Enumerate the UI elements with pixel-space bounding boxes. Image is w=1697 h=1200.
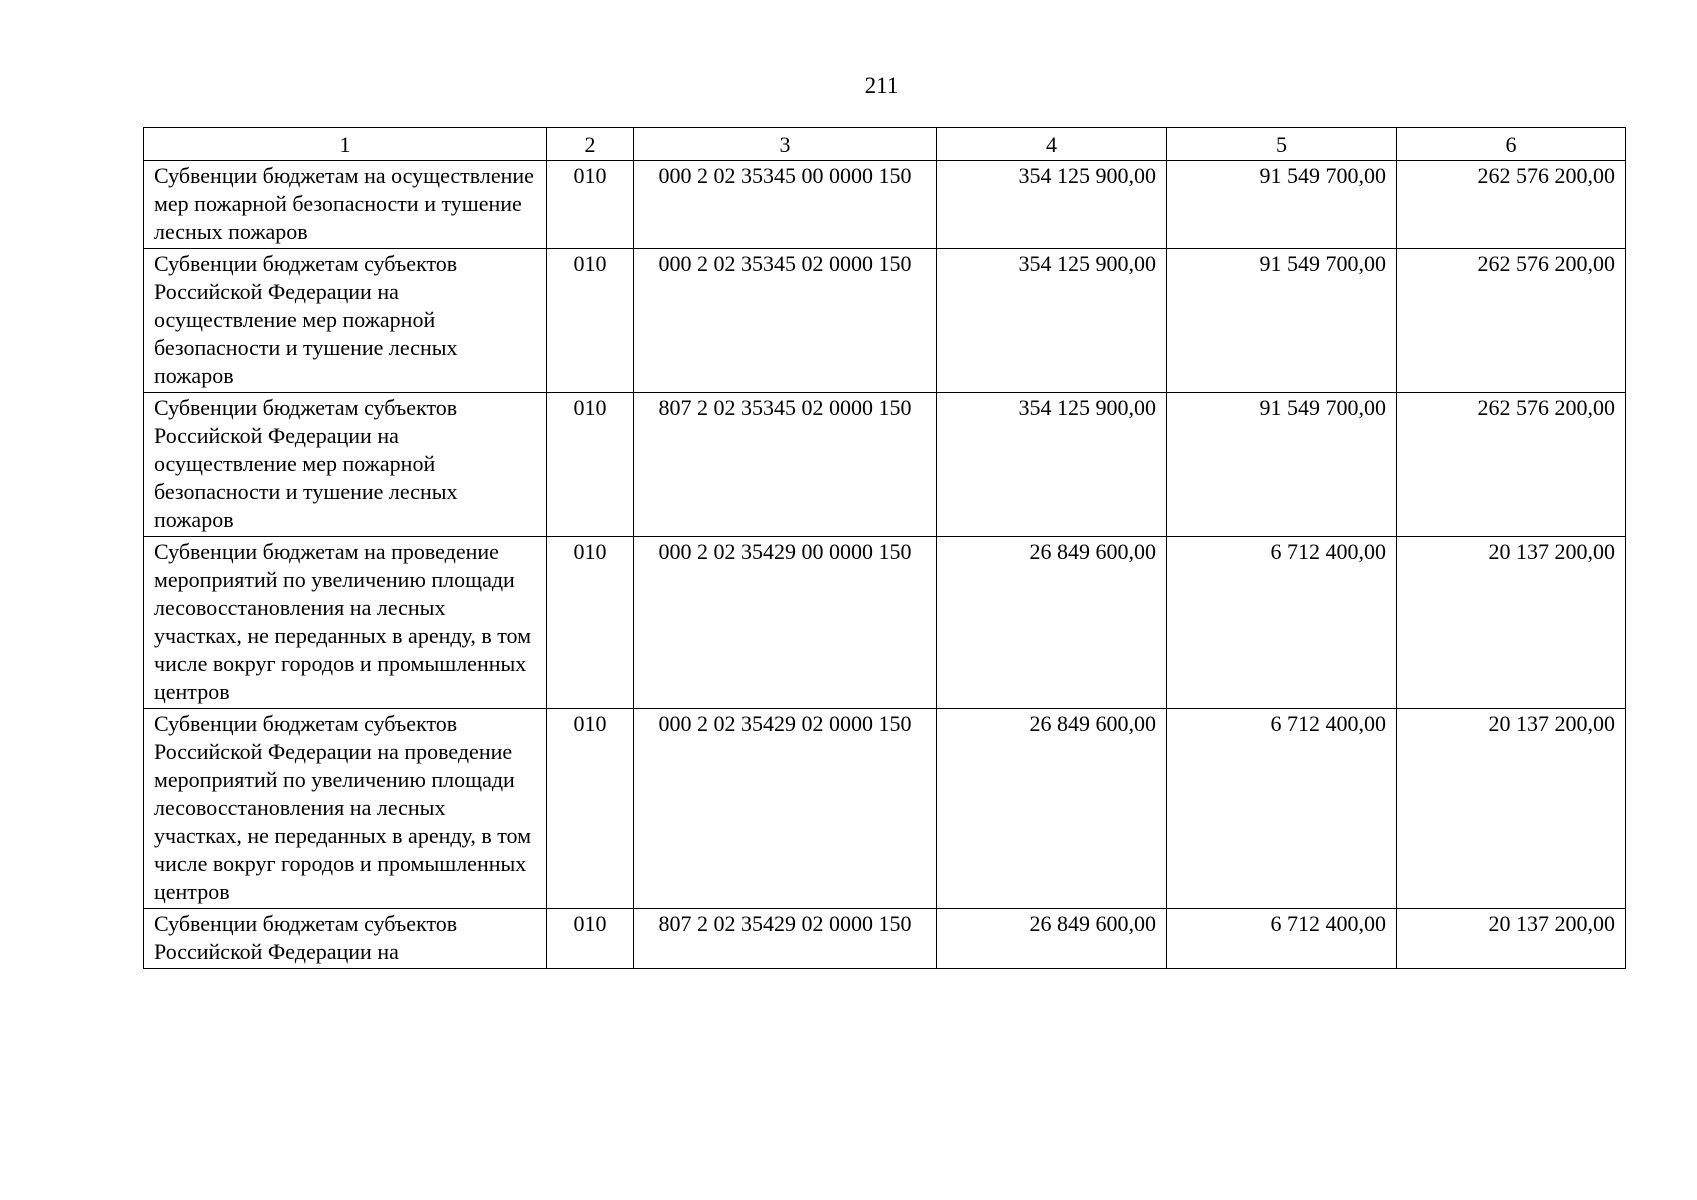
header-col-6: 6 <box>1397 128 1626 161</box>
row-col6: 20 137 200,00 <box>1397 709 1626 909</box>
row-admin-code: 010 <box>547 393 634 537</box>
row-kbk: 000 2 02 35345 00 0000 150 <box>634 161 937 249</box>
table-row <box>144 909 1626 969</box>
row-col5: 6 712 400,00 <box>1167 537 1397 709</box>
header-row <box>144 128 1626 161</box>
table-row <box>144 393 1626 537</box>
header-col-3: 3 <box>634 128 937 161</box>
row-col6: 262 576 200,00 <box>1397 249 1626 393</box>
row-admin-code: 010 <box>547 537 634 709</box>
row-name: Субвенции бюджетам на проведение мероприятий по увеличению площади лесовосстановления на лесных участках, не переданных в аренду, в том числе вокруг городов и промышленных центров <box>144 537 547 709</box>
row-name: Субвенции бюджетам субъектов Российской Федерации на проведение мероприятий по увеличению площади лесовосстановления на лесных участках, не переданных в аренду, в том числе вокруг городов и промышленных центров <box>144 709 547 909</box>
row-col4: 26 849 600,00 <box>937 537 1167 709</box>
row-col6: 262 576 200,00 <box>1397 393 1626 537</box>
row-col5: 6 712 400,00 <box>1167 709 1397 909</box>
row-kbk: 000 2 02 35345 02 0000 150 <box>634 249 937 393</box>
row-col6: 20 137 200,00 <box>1397 909 1626 969</box>
row-kbk: 000 2 02 35429 02 0000 150 <box>634 709 937 909</box>
row-admin-code: 010 <box>547 249 634 393</box>
row-name: Субвенции бюджетам субъектов Российской Федерации на осуществление мер пожарной безопасности и тушение лесных пожаров <box>144 249 547 393</box>
table-row <box>144 709 1626 909</box>
row-admin-code: 010 <box>547 909 634 969</box>
row-name: Субвенции бюджетам на осуществление мер пожарной безопасности и тушение лесных пожаров <box>144 161 547 249</box>
page-number: 211 <box>864 73 899 98</box>
table-row <box>144 161 1626 249</box>
row-col4: 354 125 900,00 <box>937 161 1167 249</box>
row-col4: 26 849 600,00 <box>937 909 1167 969</box>
table-row <box>144 249 1626 393</box>
header-col-2: 2 <box>547 128 634 161</box>
row-col4: 354 125 900,00 <box>937 393 1167 537</box>
header-col-5: 5 <box>1167 128 1397 161</box>
row-kbk: 807 2 02 35345 02 0000 150 <box>634 393 937 537</box>
row-col4: 354 125 900,00 <box>937 249 1167 393</box>
budget-table <box>143 127 1626 969</box>
header-col-4: 4 <box>937 128 1167 161</box>
row-admin-code: 010 <box>547 161 634 249</box>
row-col5: 6 712 400,00 <box>1167 909 1397 969</box>
row-admin-code: 010 <box>547 709 634 909</box>
row-col5: 91 549 700,00 <box>1167 161 1397 249</box>
row-col4: 26 849 600,00 <box>937 709 1167 909</box>
row-name: Субвенции бюджетам субъектов Российской Федерации на осуществление мер пожарной безопасности и тушение лесных пожаров <box>144 393 547 537</box>
header-col-1: 1 <box>144 128 547 161</box>
row-kbk: 000 2 02 35429 00 0000 150 <box>634 537 937 709</box>
table-row <box>144 537 1626 709</box>
row-col6: 20 137 200,00 <box>1397 537 1626 709</box>
row-col6: 262 576 200,00 <box>1397 161 1626 249</box>
row-kbk: 807 2 02 35429 02 0000 150 <box>634 909 937 969</box>
row-col5: 91 549 700,00 <box>1167 393 1397 537</box>
row-name: Субвенции бюджетам субъектов Российской Федерации на <box>144 909 547 969</box>
row-col5: 91 549 700,00 <box>1167 249 1397 393</box>
